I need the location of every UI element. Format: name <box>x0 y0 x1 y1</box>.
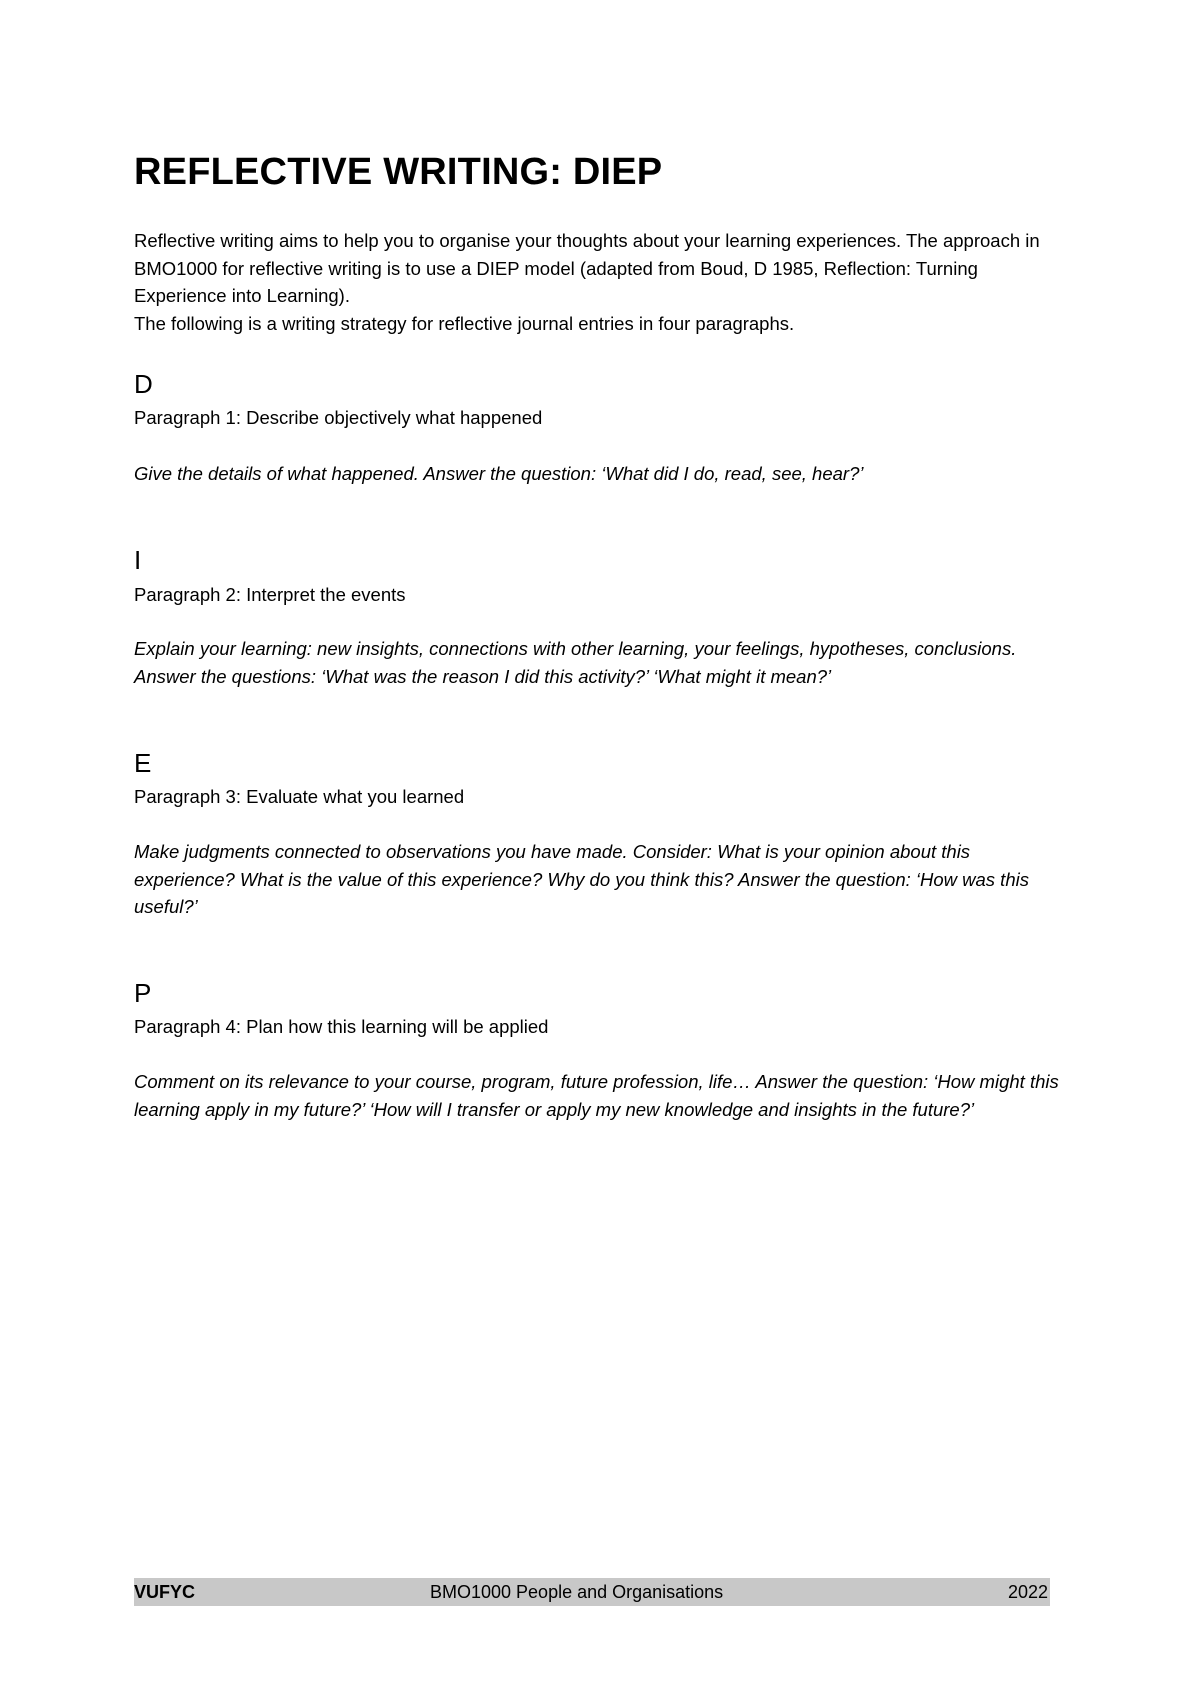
section-description-p: Comment on its relevance to your course, program, future profession, life… Answer the question: ‘How might this learning apply in my future?’ ‘How will I transfer or apply my new knowledge and insights in the future?’ <box>134 1071 1059 1120</box>
footer-center: BMO1000 People and Organisations <box>430 1582 724 1602</box>
page-footer <box>134 1578 1050 1606</box>
section-label-i: Paragraph 2: Interpret the events <box>134 584 406 605</box>
section-description-d: Give the details of what happened. Answer the question: ‘What did I do, read, see, hear?’ <box>134 463 864 484</box>
footer-left: VUFYC <box>134 1582 196 1602</box>
page-title: REFLECTIVE WRITING: DIEP <box>134 151 663 193</box>
section-letter-e: E <box>134 748 152 778</box>
intro-paragraph: Reflective writing aims to help you to organise your thoughts about your learning experiences. The approach in BMO1000 for reflective writing is to use a DIEP model (adapted from Boud, D 1985, Reflection: Turning Experience into Learning). <box>134 230 1040 306</box>
section-label-d: Paragraph 1: Describe objectively what happened <box>134 407 543 428</box>
intro-text <box>134 227 1074 337</box>
section-label-p: Paragraph 4: Plan how this learning will be applied <box>134 1016 549 1037</box>
section-letter-p: P <box>134 978 152 1008</box>
intro-paragraph: The following is a writing strategy for reflective journal entries in four paragraphs. <box>134 312 795 334</box>
section-label-e: Paragraph 3: Evaluate what you learned <box>134 786 465 807</box>
footer-right: 2022 <box>1007 1582 1048 1602</box>
section-description-i: Explain your learning: new insights, connections with other learning, your feelings, hypotheses, conclusions. Answer the questions: ‘What was the reason I did this activity?’ ‘What might it mean?’ <box>134 638 1017 687</box>
section-letter-i: I <box>134 545 142 575</box>
section-letter-d: D <box>134 369 153 399</box>
section-description-e: Make judgments connected to observations you have made. Consider: What is your opinion about this experience? What is the value of this experience? Why do you think this? Answer the question: ‘How was this useful?’ <box>134 841 1029 917</box>
